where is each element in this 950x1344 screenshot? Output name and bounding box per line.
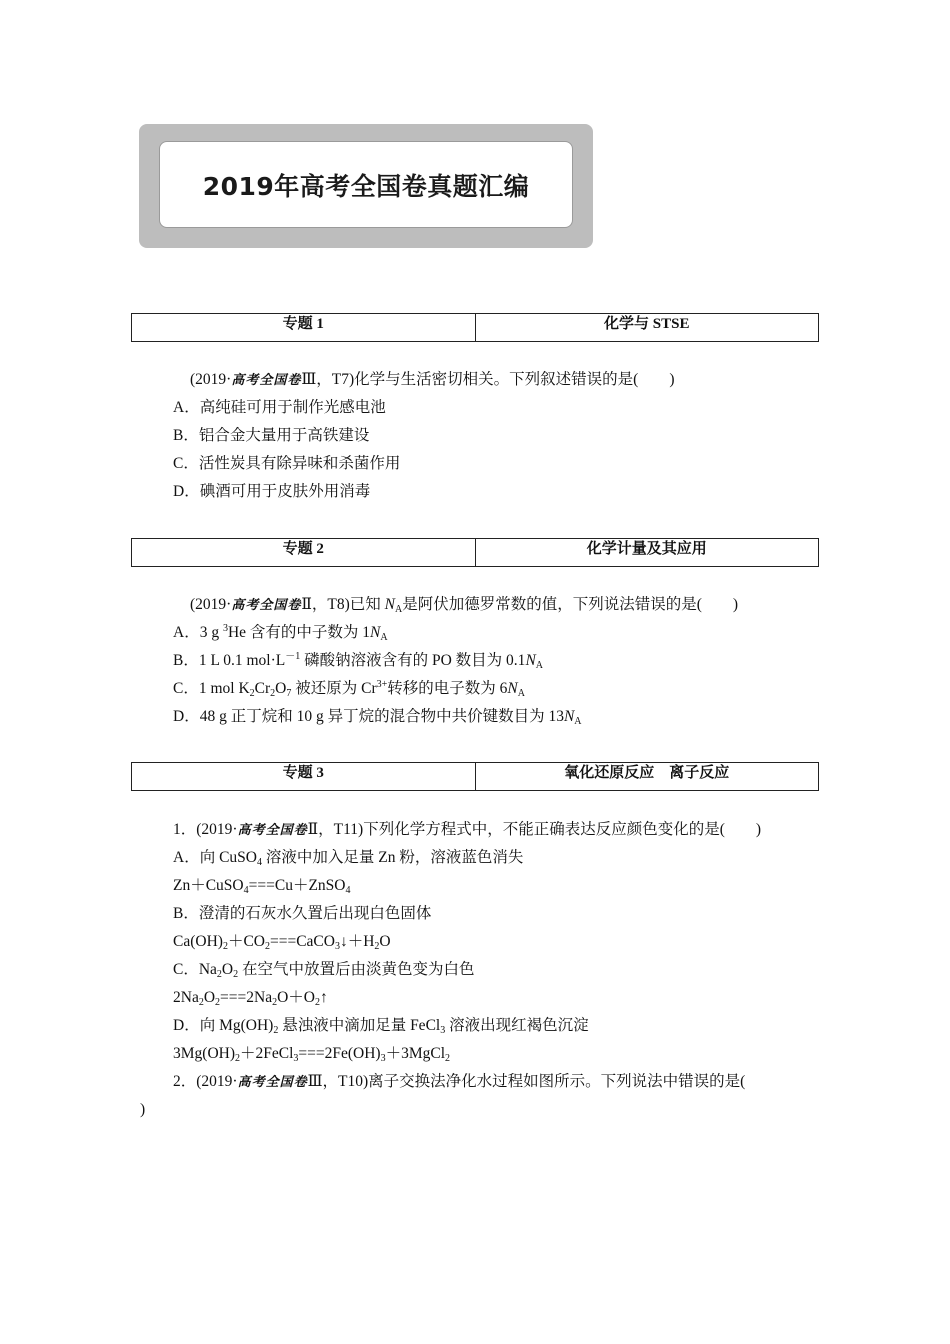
- question-stem: (2019·高考全国卷Ⅲ，T7)化学与生活密切相关。下列叙述错误的是( ): [190, 371, 675, 388]
- title-banner: [139, 124, 593, 248]
- question-2-stem-continuation: ): [140, 1101, 146, 1118]
- section-header-1: [131, 313, 819, 342]
- section-topic: 化学与 STSE: [604, 316, 690, 332]
- question-2-stem: 2．(2019·高考全国卷Ⅲ，T10)离子交换法净化水过程如图所示。下列说法中错误的是(: [173, 1073, 746, 1090]
- option-b: B．铝合金大量用于高铁建设: [173, 427, 370, 444]
- equation-d: $3Mg(OH)_2+2FeCl_3===2Fe(OH)_3+3MgCl_2$: [173, 1045, 451, 1064]
- option-d: D．向 $Mg(OH)_2$ 悬浊液中滴加足量 FeCl$_3$ 溶液出现红褐色沉淀: [173, 1017, 589, 1036]
- option-a: A．向 CuSO$_4$ 溶液中加入足量 Zn 粉，溶液蓝色消失: [173, 849, 524, 868]
- option-c: C．$Na_2O_2$ 在空气中放置后由淡黄色变为白色: [173, 961, 475, 980]
- equation-c: $2Na_2O_2===2Na_2O+O_2↑$: [173, 989, 328, 1008]
- option-a: A．高纯硅可用于制作光感电池: [173, 399, 386, 416]
- section-header-2: [131, 538, 819, 567]
- section-label: 专题 1: [132, 314, 476, 341]
- option-c: C．活性炭具有除异味和杀菌作用: [173, 455, 401, 472]
- question-1-stem: 1．(2019·高考全国卷Ⅱ，T11)下列化学方程式中，不能正确表达反应颜色变化的是( ): [173, 821, 762, 838]
- section-label: 专题 2: [132, 539, 476, 566]
- banner-title: 2019年高考全国卷真题汇编: [159, 141, 573, 228]
- option-b: B．1 L 0.1 $mol\cdot L^{-1}$ 磷酸钠溶液含有的 PO 数目为 $0.1N_A$: [173, 651, 544, 671]
- option-c: C．1 mol $K_2Cr_2O_7$ 被还原为 $Cr^{3+}$转移的电子数为 $6N_A$: [173, 679, 525, 699]
- option-d: D．48 g 正丁烷和 10 g 异丁烷的混合物中共价键数目为 $13N_A$: [173, 708, 582, 727]
- section-label: 专题 3: [132, 763, 476, 790]
- option-a: A．3 g $^3$He 含有的中子数为 $1N_A$: [173, 623, 388, 643]
- option-b: B．澄清的石灰水久置后出现白色固体: [173, 905, 432, 922]
- section-topic: 氧化还原反应 离子反应: [564, 765, 730, 781]
- section-header-3: [131, 762, 819, 791]
- question-stem: (2019·高考全国卷Ⅱ，T8)已知 $N_A$是阿伏加德罗常数的值，下列说法错误的是( ): [190, 596, 739, 615]
- section-topic: 化学计量及其应用: [586, 541, 707, 557]
- equation-a: Zn＋CuSO$_4$===Cu＋ZnSO$_4$: [173, 877, 351, 896]
- option-d: D．碘酒可用于皮肤外用消毒: [173, 483, 371, 500]
- equation-b: $Ca(OH)_2+CO_2===CaCO_3↓+H_2O$: [173, 933, 391, 952]
